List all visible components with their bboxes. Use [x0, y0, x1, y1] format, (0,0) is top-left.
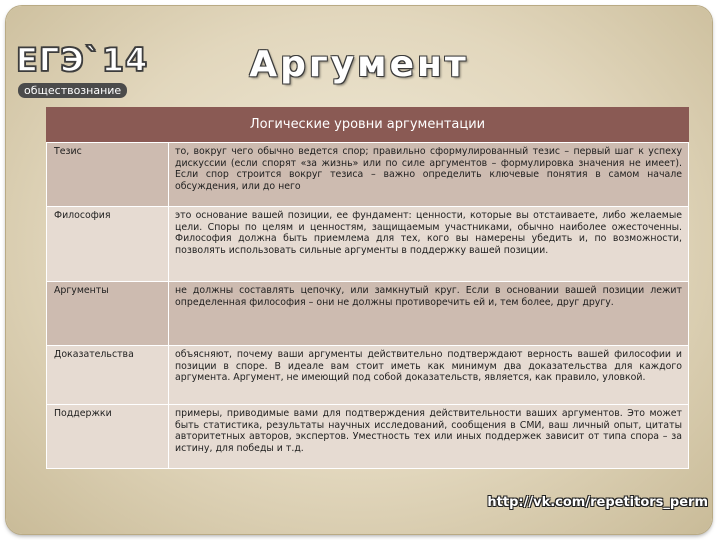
table-title: Логические уровни аргументации: [249, 117, 486, 132]
watermark-url: http://vk.com/repetitors_perm: [487, 495, 708, 510]
row-label: Тезис: [47, 143, 169, 207]
logo-subject-badge: обществознание: [18, 83, 127, 98]
row-label: Аргументы: [47, 282, 169, 346]
logo-main-text: ЕГЭ`14: [16, 41, 149, 79]
row-text: это основание вашей позиции, ее фундамент: ценности, которые вы отстаиваете, либо желаемые цели. Споры по целям и ценностям, защищаемым участниками, обычно наиболее ожесточенны. Философия должна быть приемлема для тех, кого вы намерены убедить и, по возможности, позволять использовать сильные аргументы в поддержку вашей позиции.: [169, 207, 689, 282]
table-title-bar: [46, 107, 689, 142]
table-row: [47, 207, 689, 282]
argumentation-table: [46, 142, 689, 469]
table-row: [47, 346, 689, 405]
slide-title: Аргумент: [249, 44, 469, 85]
table-row: [47, 405, 689, 469]
row-label: Философия: [47, 207, 169, 282]
slide: [6, 6, 712, 534]
row-text: примеры, приводимые вами для подтверждения действительности ваших аргументов. Это может быть статистика, результаты научных исследований, сообщения в СМИ, ваш личный опыт, цитаты авторитетных авторов, экспертов. Уместность тех или иных поддержек зависит от типа спора – за истину, для победы и т.д.: [169, 405, 689, 469]
row-label: Поддержки: [47, 405, 169, 469]
row-text: не должны составлять цепочку, или замкнутый круг. Если в основании вашей позиции лежит определенная философия – они не должны противоречить ей и, тем более, друг другу.: [169, 282, 689, 346]
row-label: Доказательства: [47, 346, 169, 405]
table-row: [47, 282, 689, 346]
table-row: [47, 143, 689, 207]
row-text: объясняют, почему ваши аргументы действительно подтверждают верность вашей философии и позиции в споре. В идеале вам стоит иметь как минимум два доказательства для каждого аргумента. Аргумент, не имеющий под собой доказательств, является, как правило, уловкой.: [169, 346, 689, 405]
row-text: то, вокруг чего обычно ведется спор; правильно сформулированный тезис – первый шаг к успеху дискуссии (если спорят «за жизнь» или по силе аргументов – формулировка значения не имеет). Если спор строится вокруг тезиса – важно определить ключевые понятия в самом начале обсуждения, или до него: [169, 143, 689, 207]
